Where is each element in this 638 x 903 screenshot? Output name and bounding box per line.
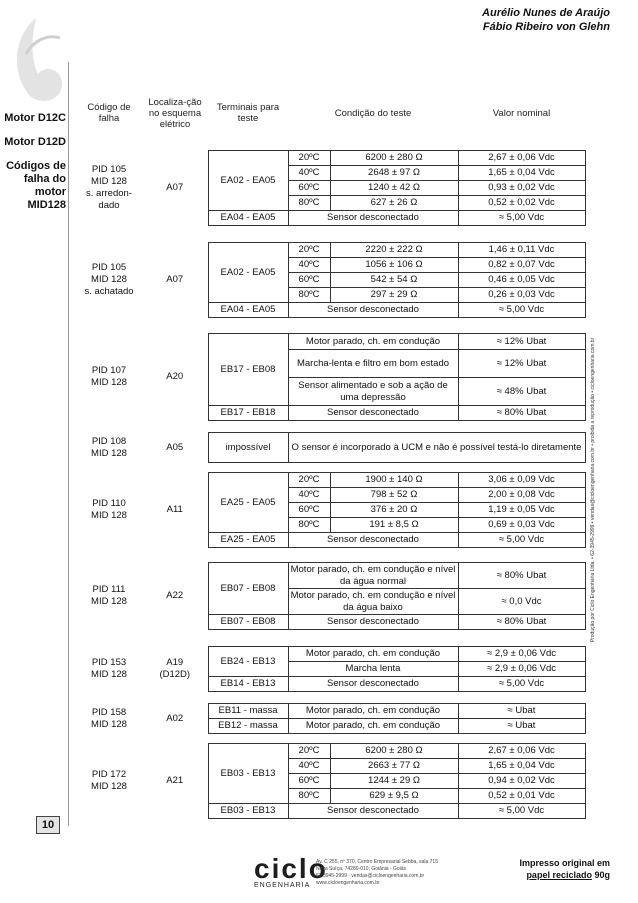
condition-cell: Marcha-lenta e filtro em bom estado: [288, 350, 458, 378]
terminals: EB17 - EB08: [208, 334, 288, 406]
nominal-cell: 1,46 ± 0,11 Vdc: [458, 243, 585, 258]
nominal-cell: 1,19 ± 0,05 Vdc: [458, 503, 585, 518]
resistance-cell: 6200 ± 280 Ω: [330, 151, 458, 166]
side-credit-text: Produção por Ciclo Engenharia Ltda. • 62-3945-2999 • vendas@cicloengenharia.com.br • proibida a reprodução • cicloengenharia.com.br: [590, 337, 596, 643]
fault-block-pid107: [76, 333, 586, 421]
location: A11: [166, 504, 183, 515]
terminals: EA02 - EA05: [208, 243, 288, 303]
nominal-cell: ≈ 12% Ubat: [458, 350, 585, 378]
print-note-line1: Impresso original em: [519, 858, 610, 868]
fault-block-pid172: [76, 743, 586, 819]
header-code: Código de falha: [87, 102, 131, 124]
disconnect-terminals: EB03 - EB13: [208, 804, 288, 819]
author-2: Fábio Ribeiro von Glehn: [482, 21, 610, 33]
temp-cell: 40ºC: [288, 488, 330, 503]
resistance-cell: 798 ± 52 Ω: [330, 488, 458, 503]
fault-block-pid110: [76, 472, 586, 548]
company-address: [316, 859, 438, 887]
terminals: EB11 - massa: [208, 704, 288, 719]
temp-cell: 60ºC: [288, 503, 330, 518]
resistance-cell: 297 ± 29 Ω: [330, 288, 458, 303]
disconnect-condition: Sensor desconectado: [288, 406, 458, 421]
fault-code: [76, 334, 142, 421]
disconnect-condition: Sensor desconectado: [288, 303, 458, 318]
left-divider: [68, 62, 69, 826]
nominal-cell: 0,93 ± 0,02 Vdc: [458, 181, 585, 196]
nominal-cell: ≈ 80% Ubat: [458, 563, 585, 589]
location: A20: [166, 371, 184, 382]
temp-cell: 40ºC: [288, 258, 330, 273]
code-line: MID 128: [91, 274, 127, 285]
nav-motor-d12c: Motor D12C: [4, 112, 66, 124]
temp-cell: 20ºC: [288, 473, 330, 488]
address-line: Nova Suíça, 74280-010, Goiânia - Goiás: [316, 866, 407, 872]
temp-cell: 60ºC: [288, 181, 330, 196]
code-line: PID 153: [91, 657, 127, 668]
disconnect-terminals: EB14 - EB13: [208, 677, 288, 692]
header-nominal: Valor nominal: [492, 107, 551, 119]
resistance-cell: 191 ± 8,5 Ω: [330, 518, 458, 533]
resistance-cell: 627 ± 26 Ω: [330, 196, 458, 211]
code-line: s. achatado: [84, 286, 134, 297]
disconnect-terminals: EB17 - EB18: [208, 406, 288, 421]
address-line: 62 3945-2999 · vendas@cicloengenharia.com.br: [316, 873, 425, 879]
nominal-cell: 0,26 ± 0,03 Vdc: [458, 288, 585, 303]
fault-code: [76, 243, 142, 318]
terminals: EB03 - EB13: [208, 744, 288, 804]
location-line: (D12D): [159, 669, 191, 680]
logo-sub: ENGENHARIA: [254, 882, 311, 889]
address-line: www.cicloengenharia.com.br: [316, 880, 380, 886]
nominal-cell: ≈ 2,9 ± 0,06 Vdc: [458, 662, 585, 677]
resistance-cell: 1056 ± 106 Ω: [330, 258, 458, 273]
temp-cell: 60ºC: [288, 774, 330, 789]
nominal-cell: 2,67 ± 0,06 Vdc: [458, 151, 585, 166]
disconnect-condition: Sensor desconectado: [288, 533, 458, 548]
nominal-cell: 0,94 ± 0,02 Vdc: [458, 774, 585, 789]
nominal-cell: 1,65 ± 0,04 Vdc: [458, 759, 585, 774]
code-line: PID 172: [91, 769, 127, 780]
temp-cell: 80ºC: [288, 789, 330, 804]
temp-cell: 80ºC: [288, 288, 330, 303]
fault-code: [76, 433, 142, 463]
resistance-cell: 629 ± 9,5 Ω: [330, 789, 458, 804]
temp-cell: 20ºC: [288, 243, 330, 258]
resistance-cell: 2648 ± 97 Ω: [330, 166, 458, 181]
resistance-cell: 1240 ± 42 Ω: [330, 181, 458, 196]
condition-cell: Sensor alimentado e sob a ação de uma depressão: [288, 378, 458, 406]
resistance-cell: 2220 ± 222 Ω: [330, 243, 458, 258]
temp-cell: 40ºC: [288, 166, 330, 181]
page-number: 10: [36, 816, 60, 834]
code-line: MID 128: [91, 781, 127, 792]
condition-cell: Motor parado, ch. em condução: [288, 647, 458, 662]
temp-cell: 80ºC: [288, 196, 330, 211]
disconnect-value: ≈ 80% Ubat: [458, 406, 585, 421]
disconnect-terminals: EA04 - EA05: [208, 211, 288, 226]
code-line: MID 128: [91, 447, 127, 459]
fault-code: [76, 744, 142, 819]
temp-cell: 80ºC: [288, 518, 330, 533]
column-headers: [76, 88, 585, 138]
print-note: [519, 857, 610, 881]
note-cell: O sensor é incorporado à UCM e não é possível testá-lo diretamente: [288, 433, 585, 463]
code-line: MID 128: [91, 669, 127, 680]
fault-block-pid158: [76, 703, 586, 734]
terminals: EB07 - EB08: [208, 563, 288, 615]
nominal-cell: ≈ 48% Ubat: [458, 378, 585, 406]
header-location: Localiza-ção no esquema elétrico: [148, 96, 202, 130]
resistance-cell: 542 ± 54 Ω: [330, 273, 458, 288]
condition-cell: Motor parado, ch. em condução e nível da água baixo: [288, 589, 458, 615]
temp-cell: 20ºC: [288, 151, 330, 166]
nominal-cell: 0,46 ± 0,05 Vdc: [458, 273, 585, 288]
disconnect-terminals: EA04 - EA05: [208, 303, 288, 318]
temp-cell: 20ºC: [288, 744, 330, 759]
nav-motor-d12d: Motor D12D: [4, 136, 66, 148]
resistance-cell: 1900 ± 140 Ω: [330, 473, 458, 488]
disconnect-value: ≈ 5,00 Vdc: [458, 677, 585, 692]
fault-block-pid108: [76, 432, 586, 463]
disconnect-condition: Sensor desconectado: [288, 615, 458, 630]
fault-code: [76, 704, 142, 734]
terminals: EA25 - EA05: [208, 473, 288, 533]
resistance-cell: 1244 ± 29 Ω: [330, 774, 458, 789]
fault-block-pid105-round: [76, 150, 586, 226]
nominal-cell: 0,82 ± 0,07 Vdc: [458, 258, 585, 273]
fault-code: [76, 563, 142, 630]
location: A21: [166, 775, 184, 786]
fault-code: [76, 473, 142, 548]
logo-word: ciclo: [254, 853, 328, 884]
authors: [482, 6, 610, 34]
code-line: PID 111: [92, 584, 126, 595]
header-condition: Condição do teste: [334, 107, 412, 119]
condition-cell: Motor parado, ch. em condução e nível da água normal: [288, 563, 458, 589]
condition-cell: Motor parado, ch. em condução: [288, 719, 458, 734]
nominal-cell: ≈ 0,0 Vdc: [458, 589, 585, 615]
nominal-cell: 0,52 ± 0,02 Vdc: [458, 196, 585, 211]
condition-cell: Motor parado, ch. em condução: [288, 704, 458, 719]
resistance-cell: 6200 ± 280 Ω: [330, 744, 458, 759]
disconnect-terminals: EA25 - EA05: [208, 533, 288, 548]
location-line: A19: [166, 657, 184, 668]
terminals: EB24 - EB13: [208, 647, 288, 677]
disconnect-condition: Sensor desconectado: [288, 211, 458, 226]
nav-fault-codes: Códigos de falha do motor MID128: [6, 160, 66, 211]
location: A05: [166, 441, 184, 453]
condition-cell: Motor parado, ch. em condução: [288, 334, 458, 350]
code-line: MID 128: [91, 718, 127, 730]
nominal-cell: 0,69 ± 0,03 Vdc: [458, 518, 585, 533]
disconnect-value: ≈ 80% Ubat: [458, 615, 585, 630]
address-line: Av. C 255, nº 370, Centro Empresarial Sebba, sala 715: [316, 859, 438, 865]
fault-code: [76, 647, 142, 692]
code-line: PID 105: [91, 164, 127, 175]
disconnect-terminals: EB07 - EB08: [208, 615, 288, 630]
terminals: EB12 - massa: [208, 719, 288, 734]
side-credit: [587, 240, 599, 740]
resistance-cell: 2663 ± 77 Ω: [330, 759, 458, 774]
location: A02: [166, 712, 184, 724]
decorative-logo-icon: [6, 14, 66, 106]
code-line: MID 128: [91, 510, 127, 521]
nominal-cell: 3,06 ± 0,09 Vdc: [458, 473, 585, 488]
condition-cell: Marcha lenta: [288, 662, 458, 677]
resistance-cell: 376 ± 20 Ω: [330, 503, 458, 518]
nominal-cell: 1,65 ± 0,04 Vdc: [458, 166, 585, 181]
author-1: Aurélio Nunes de Araújo: [482, 7, 610, 19]
location: A22: [166, 590, 184, 601]
fault-block-pid105-flat: [76, 242, 586, 318]
nominal-cell: 0,52 ± 0,01 Vdc: [458, 789, 585, 804]
location: A07: [166, 274, 184, 285]
print-note-paper: papel reciclado: [526, 870, 592, 880]
code-line: PID 107: [91, 365, 127, 376]
terminals: EA02 - EA05: [208, 151, 288, 211]
print-note-weight: 90g: [594, 870, 610, 880]
code-line: MID 128: [91, 377, 127, 388]
temp-cell: 40ºC: [288, 759, 330, 774]
code-line: PID 110: [92, 498, 126, 509]
terminals: impossível: [208, 433, 288, 463]
location: [142, 647, 208, 692]
nominal-cell: ≈ Ubat: [458, 719, 585, 734]
disconnect-value: ≈ 5,00 Vdc: [458, 211, 585, 226]
disconnect-value: ≈ 5,00 Vdc: [458, 533, 585, 548]
code-line: MID 128: [91, 176, 127, 187]
disconnect-value: ≈ 5,00 Vdc: [458, 804, 585, 819]
temp-cell: 60ºC: [288, 273, 330, 288]
nominal-cell: 2,00 ± 0,08 Vdc: [458, 488, 585, 503]
nominal-cell: ≈ 2,9 ± 0,06 Vdc: [458, 647, 585, 662]
nominal-cell: ≈ Ubat: [458, 704, 585, 719]
fault-block-pid111: [76, 562, 586, 630]
fault-code: [76, 151, 142, 226]
fault-block-pid153: [76, 646, 586, 692]
nominal-cell: ≈ 12% Ubat: [458, 334, 585, 350]
code-line: s. arredon-dado: [86, 188, 132, 211]
nominal-cell: 2,67 ± 0,06 Vdc: [458, 744, 585, 759]
disconnect-value: ≈ 5,00 Vdc: [458, 303, 585, 318]
code-line: PID 105: [91, 262, 127, 273]
disconnect-condition: Sensor desconectado: [288, 804, 458, 819]
code-line: MID 128: [91, 596, 127, 607]
code-line: PID 108: [91, 435, 127, 447]
disconnect-condition: Sensor desconectado: [288, 677, 458, 692]
code-line: PID 158: [91, 706, 127, 718]
location: A07: [166, 182, 184, 193]
chapter-nav: [0, 112, 66, 223]
header-terminals: Terminais para teste: [216, 102, 280, 124]
